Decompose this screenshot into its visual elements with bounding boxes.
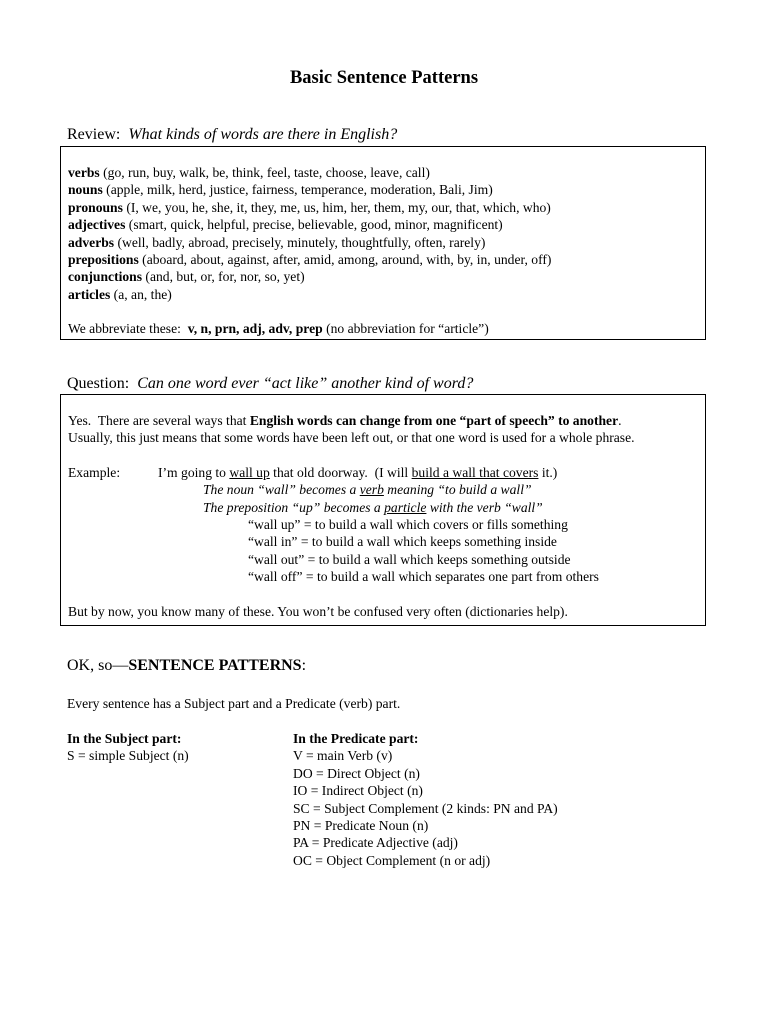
intro-paragraph: Every sentence has a Subject part and a Predicate (verb) part.	[67, 696, 401, 711]
word-change-box	[60, 394, 706, 626]
question-heading	[67, 375, 473, 393]
definition-item: “wall off” = to build a wall which separates one part from others	[248, 569, 599, 585]
definition-item: “wall in” = to build a wall which keeps something inside	[248, 534, 557, 550]
subject-column	[67, 730, 189, 765]
question-label: Question:	[67, 375, 130, 392]
pos-item	[68, 199, 705, 216]
pos-item	[68, 164, 705, 181]
pos-desc: (a, an, the)	[110, 286, 172, 302]
example-label: Example:	[68, 464, 121, 480]
pos-desc: (aboard, about, against, after, amid, among, around, with, by, in, under, off)	[138, 251, 552, 267]
preposition-explanation: The preposition “up” becomes a particle with the verb “wall”	[203, 499, 543, 515]
predicate-item: V = main Verb (v)	[293, 748, 393, 764]
parts-of-speech-box	[60, 146, 706, 340]
pos-desc: (I, we, you, he, she, it, they, me, us, him, her, them, my, our, that, which, who)	[122, 199, 551, 215]
pos-term: adjectives	[68, 217, 126, 233]
pos-term: verbs	[68, 165, 100, 180]
pos-desc: (go, run, buy, walk, be, think, feel, taste, choose, leave, call)	[99, 165, 430, 180]
predicate-item: IO = Indirect Object (n)	[293, 783, 423, 799]
predicate-item: PN = Predicate Noun (n)	[293, 818, 429, 834]
pos-item	[68, 181, 705, 198]
review-question: What kinds of words are there in English?	[128, 126, 398, 143]
review-label: Review:	[67, 126, 121, 143]
page-title: Basic Sentence Patterns	[289, 68, 479, 88]
pos-item	[68, 234, 705, 251]
noun-explanation: The noun “wall” becomes a verb meaning “to build a wall”	[203, 482, 532, 498]
pos-term: pronouns	[68, 199, 123, 215]
predicate-item: PA = Predicate Adjective (adj)	[293, 835, 458, 851]
closing-line: But by now, you know many of these. You won’t be confused very often (dictionaries help).	[68, 603, 568, 619]
subject-item: S = simple Subject (n)	[67, 748, 189, 764]
predicate-item: OC = Object Complement (n or adj)	[293, 852, 491, 868]
pos-desc: (and, but, or, for, nor, so, yet)	[142, 269, 305, 285]
review-heading	[67, 126, 397, 144]
predicate-item: DO = Direct Object (n)	[293, 765, 420, 781]
predicate-heading: In the Predicate part:	[293, 731, 419, 746]
pos-term: adverbs	[68, 234, 115, 250]
pos-item	[68, 286, 705, 303]
pos-item	[68, 216, 705, 233]
definition-item: “wall out” = to build a wall which keeps something outside	[248, 551, 571, 567]
subject-heading: In the Subject part:	[67, 731, 182, 746]
pos-term: prepositions	[68, 251, 139, 267]
predicate-column	[293, 730, 558, 869]
pos-term: conjunctions	[68, 269, 143, 285]
question-text: Can one word ever “act like” another kind of word?	[137, 375, 474, 392]
pos-item	[68, 251, 705, 268]
example-line: Example: I’m going to wall up that old doorway. (I will build a wall that covers it.)	[68, 464, 558, 480]
usually-line: Usually, this just means that some words have been left out, or that one word is used for a whole phrase.	[68, 430, 635, 446]
pos-desc: (well, badly, abroad, precisely, minutely, thoughtfully, often, rarely)	[114, 234, 486, 250]
definition-item: “wall up” = to build a wall which covers or fills something	[248, 516, 568, 532]
predicate-item: SC = Subject Complement (2 kinds: PN and PA)	[293, 800, 558, 816]
pos-desc: (smart, quick, helpful, precise, believable, good, minor, magnificent)	[125, 217, 503, 233]
yes-line: Yes. There are several ways that English words can change from one “part of speech” to another.	[68, 413, 622, 428]
pos-desc: (apple, milk, herd, justice, fairness, temperance, moderation, Bali, Jim)	[102, 182, 493, 198]
pos-term: nouns	[68, 182, 103, 198]
sentence-patterns-heading: OK, so—SENTENCE PATTERNS:	[67, 657, 307, 674]
pos-item	[68, 268, 705, 285]
pos-term: articles	[68, 286, 111, 302]
abbreviation-line: We abbreviate these: v, n, prn, adj, adv, prep (no abbreviation for “article”)	[68, 321, 489, 337]
